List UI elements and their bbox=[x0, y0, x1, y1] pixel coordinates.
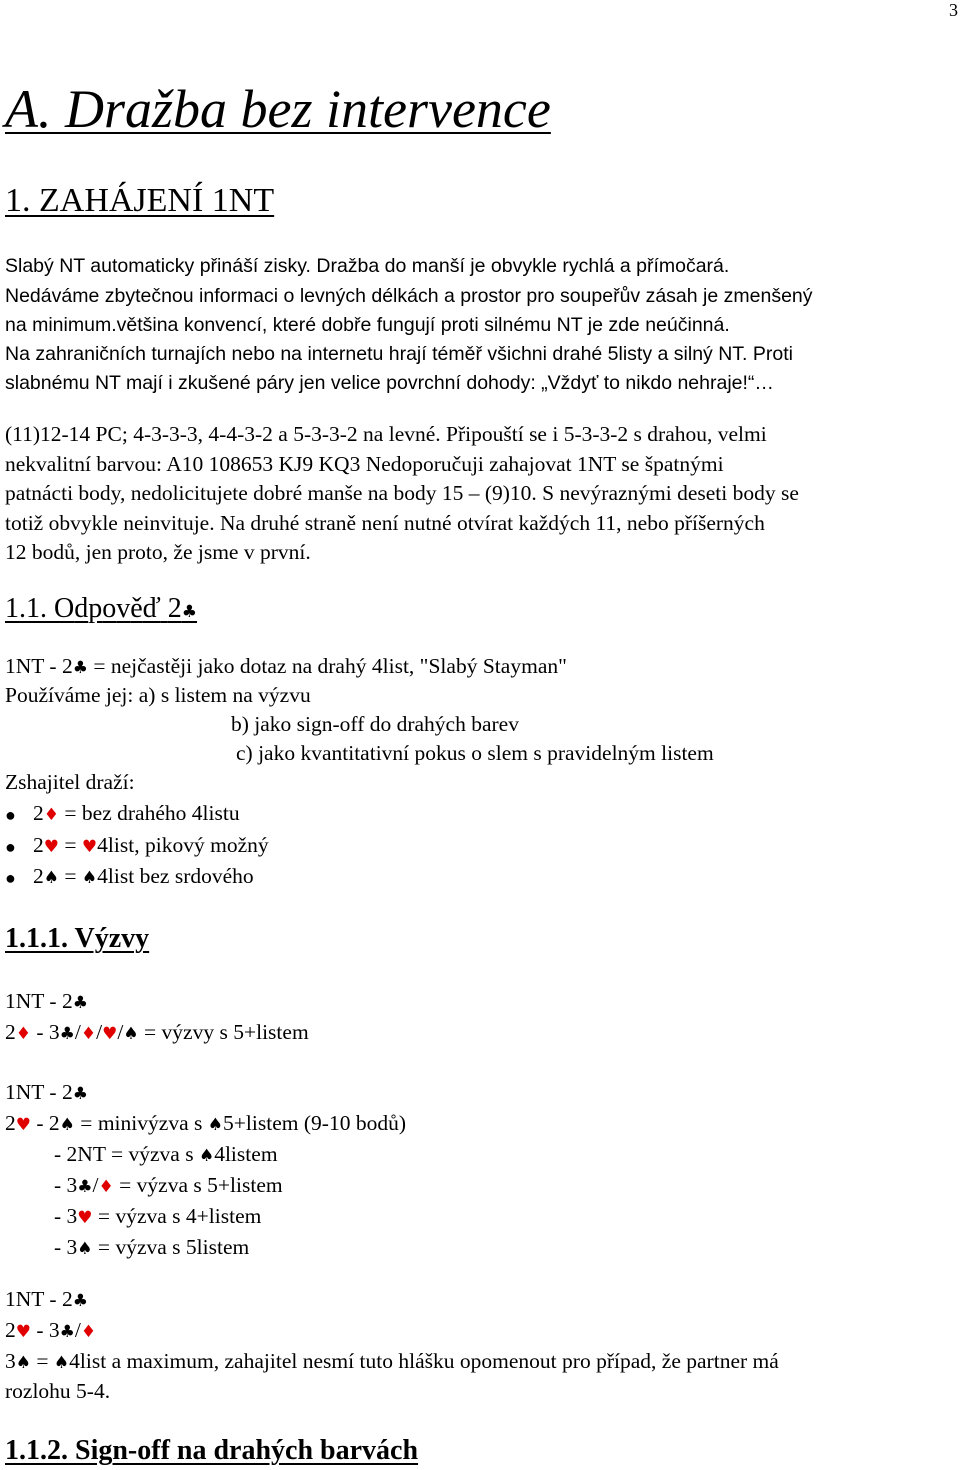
bullet-item: 2♥ = ♥4list, pikový možný bbox=[33, 833, 269, 857]
page-number: 3 bbox=[949, 0, 958, 20]
section-heading: 1. ZAHÁJENÍ 1NT bbox=[5, 182, 275, 219]
paragraph-line: patnácti body, nedolicitujete dobré manše na body 15 – (9)10. S nevýraznými deseti body se bbox=[5, 481, 799, 505]
heart-icon: ♥ bbox=[102, 1024, 118, 1044]
spade-icon: ♠ bbox=[198, 1146, 215, 1166]
diamond-icon: ♦ bbox=[43, 805, 59, 825]
bullet-item: 2♦ = bez drahého 4listu bbox=[33, 801, 240, 825]
bidding-line: - 3♣/♦ = výzva s 5+listem bbox=[54, 1173, 283, 1197]
paragraph-line: (11)12-14 PC; 4-3-3-3, 4-4-3-2 a 5-3-3-2 na levné. Připouští se i 5-3-3-2 s drahou, velmi bbox=[5, 422, 767, 446]
bullet-item: 2♠ = ♠4list bez srdového bbox=[33, 864, 254, 888]
bullet-icon: ● bbox=[5, 837, 16, 857]
intro-line: Nedáváme zbytečnou informaci o levných délkách a prostor pro soupeřův zásah je zmenšený bbox=[5, 285, 813, 307]
bidding-line: Používáme jej: a) s listem na výzvu bbox=[5, 683, 311, 707]
bidding-line: b) jako sign-off do drahých barev bbox=[231, 712, 519, 736]
club-icon: ♣ bbox=[72, 993, 88, 1013]
intro-line: slabnému NT mají i zkušené páry jen velice povrchní dohody: „Vždyť to nikdo nehraje!“… bbox=[5, 372, 774, 394]
bidding-line: 1NT - 2♣ = nejčastěji jako dotaz na drahý 4list, "Slabý Stayman" bbox=[5, 654, 567, 678]
paragraph-line: totiž obvykle neinvituje. Na druhé straně není nutné otvírat každých 11, nebo příšerných bbox=[5, 511, 765, 535]
bidding-line: 1NT - 2♣ bbox=[5, 989, 88, 1013]
bidding-line: 3♠ = ♠4list a maximum, zahajitel nesmí tuto hlášku opomenout pro případ, že partner má bbox=[5, 1349, 779, 1373]
bidding-line: 2♥ - 2♠ = minivýzva s ♠5+listem (9-10 bodů) bbox=[5, 1111, 406, 1135]
bidding-line: - 3♠ = výzva s 5listem bbox=[54, 1235, 250, 1259]
heart-icon: ♥ bbox=[81, 837, 98, 857]
intro-line: Na zahraničních turnajích nebo na internetu hrají téměř všichni drahé 5listy a silný NT. Proti bbox=[5, 343, 793, 365]
bidding-line: c) jako kvantitativní pokus o slem s pravidelným listem bbox=[236, 741, 714, 765]
club-icon: ♣ bbox=[77, 1177, 93, 1197]
diamond-icon: ♦ bbox=[15, 1024, 31, 1044]
club-icon: ♣ bbox=[59, 1024, 75, 1044]
intro-line: na minimum.většina konvencí, které dobře fungují proti silnému NT je zde neúčinná. bbox=[5, 314, 730, 336]
spade-icon: ♠ bbox=[59, 1115, 75, 1135]
diamond-icon: ♦ bbox=[80, 1322, 97, 1342]
diamond-icon: ♦ bbox=[80, 1024, 97, 1044]
spade-icon: ♠ bbox=[207, 1115, 223, 1135]
diamond-icon: ♦ bbox=[98, 1177, 114, 1197]
club-icon: ♣ bbox=[59, 1322, 75, 1342]
subsubsection-heading: 1.1.2. Sign-off na drahých barvách bbox=[5, 1435, 419, 1466]
bullet-icon: ● bbox=[5, 805, 16, 825]
bidding-line: 2♦ - 3♣/♦/♥/♠ = výzvy s 5+listem bbox=[5, 1020, 309, 1044]
paragraph-line: 12 bodů, jen proto, že jsme v první. bbox=[5, 540, 311, 564]
bidding-line: rozlohu 5-4. bbox=[5, 1379, 111, 1403]
bidding-line: - 3♥ = výzva s 4+listem bbox=[54, 1204, 262, 1228]
subsection-heading: 1.1. Odpověď 2♣ bbox=[5, 593, 198, 624]
heart-icon: ♥ bbox=[15, 1322, 31, 1342]
intro-line: Slabý NT automaticky přináší zisky. Dražba do manší je obvykle rychlá a přímočará. bbox=[5, 255, 730, 277]
paragraph-line: nekvalitní barvou: A10 108653 KJ9 KQ3 Nedoporučuji zahajovat 1NT se špatnými bbox=[5, 452, 724, 476]
spade-icon: ♠ bbox=[15, 1353, 31, 1373]
club-icon: ♣ bbox=[181, 602, 198, 622]
bullet-icon: ● bbox=[5, 868, 16, 888]
spade-icon: ♠ bbox=[43, 868, 59, 888]
subsubsection-heading: 1.1.1. Výzvy bbox=[5, 923, 150, 954]
heart-icon: ♥ bbox=[43, 837, 59, 857]
club-icon: ♣ bbox=[72, 658, 88, 678]
bidding-line: 1NT - 2♣ bbox=[5, 1287, 88, 1311]
heart-icon: ♥ bbox=[15, 1115, 31, 1135]
spade-icon: ♠ bbox=[77, 1239, 93, 1259]
spade-icon: ♠ bbox=[81, 868, 98, 888]
spade-icon: ♠ bbox=[123, 1024, 139, 1044]
club-icon: ♣ bbox=[72, 1291, 88, 1311]
chapter-title: A. Dražba bez intervence bbox=[5, 79, 551, 139]
bidding-line: 1NT - 2♣ bbox=[5, 1080, 88, 1104]
spade-icon: ♠ bbox=[53, 1353, 70, 1373]
bidding-line: Zshajitel draží: bbox=[5, 770, 135, 794]
club-icon: ♣ bbox=[72, 1084, 88, 1104]
bidding-line: - 2NT = výzva s ♠4listem bbox=[54, 1142, 278, 1166]
heart-icon: ♥ bbox=[77, 1208, 93, 1228]
bidding-line: 2♥ - 3♣/♦ bbox=[5, 1318, 97, 1342]
